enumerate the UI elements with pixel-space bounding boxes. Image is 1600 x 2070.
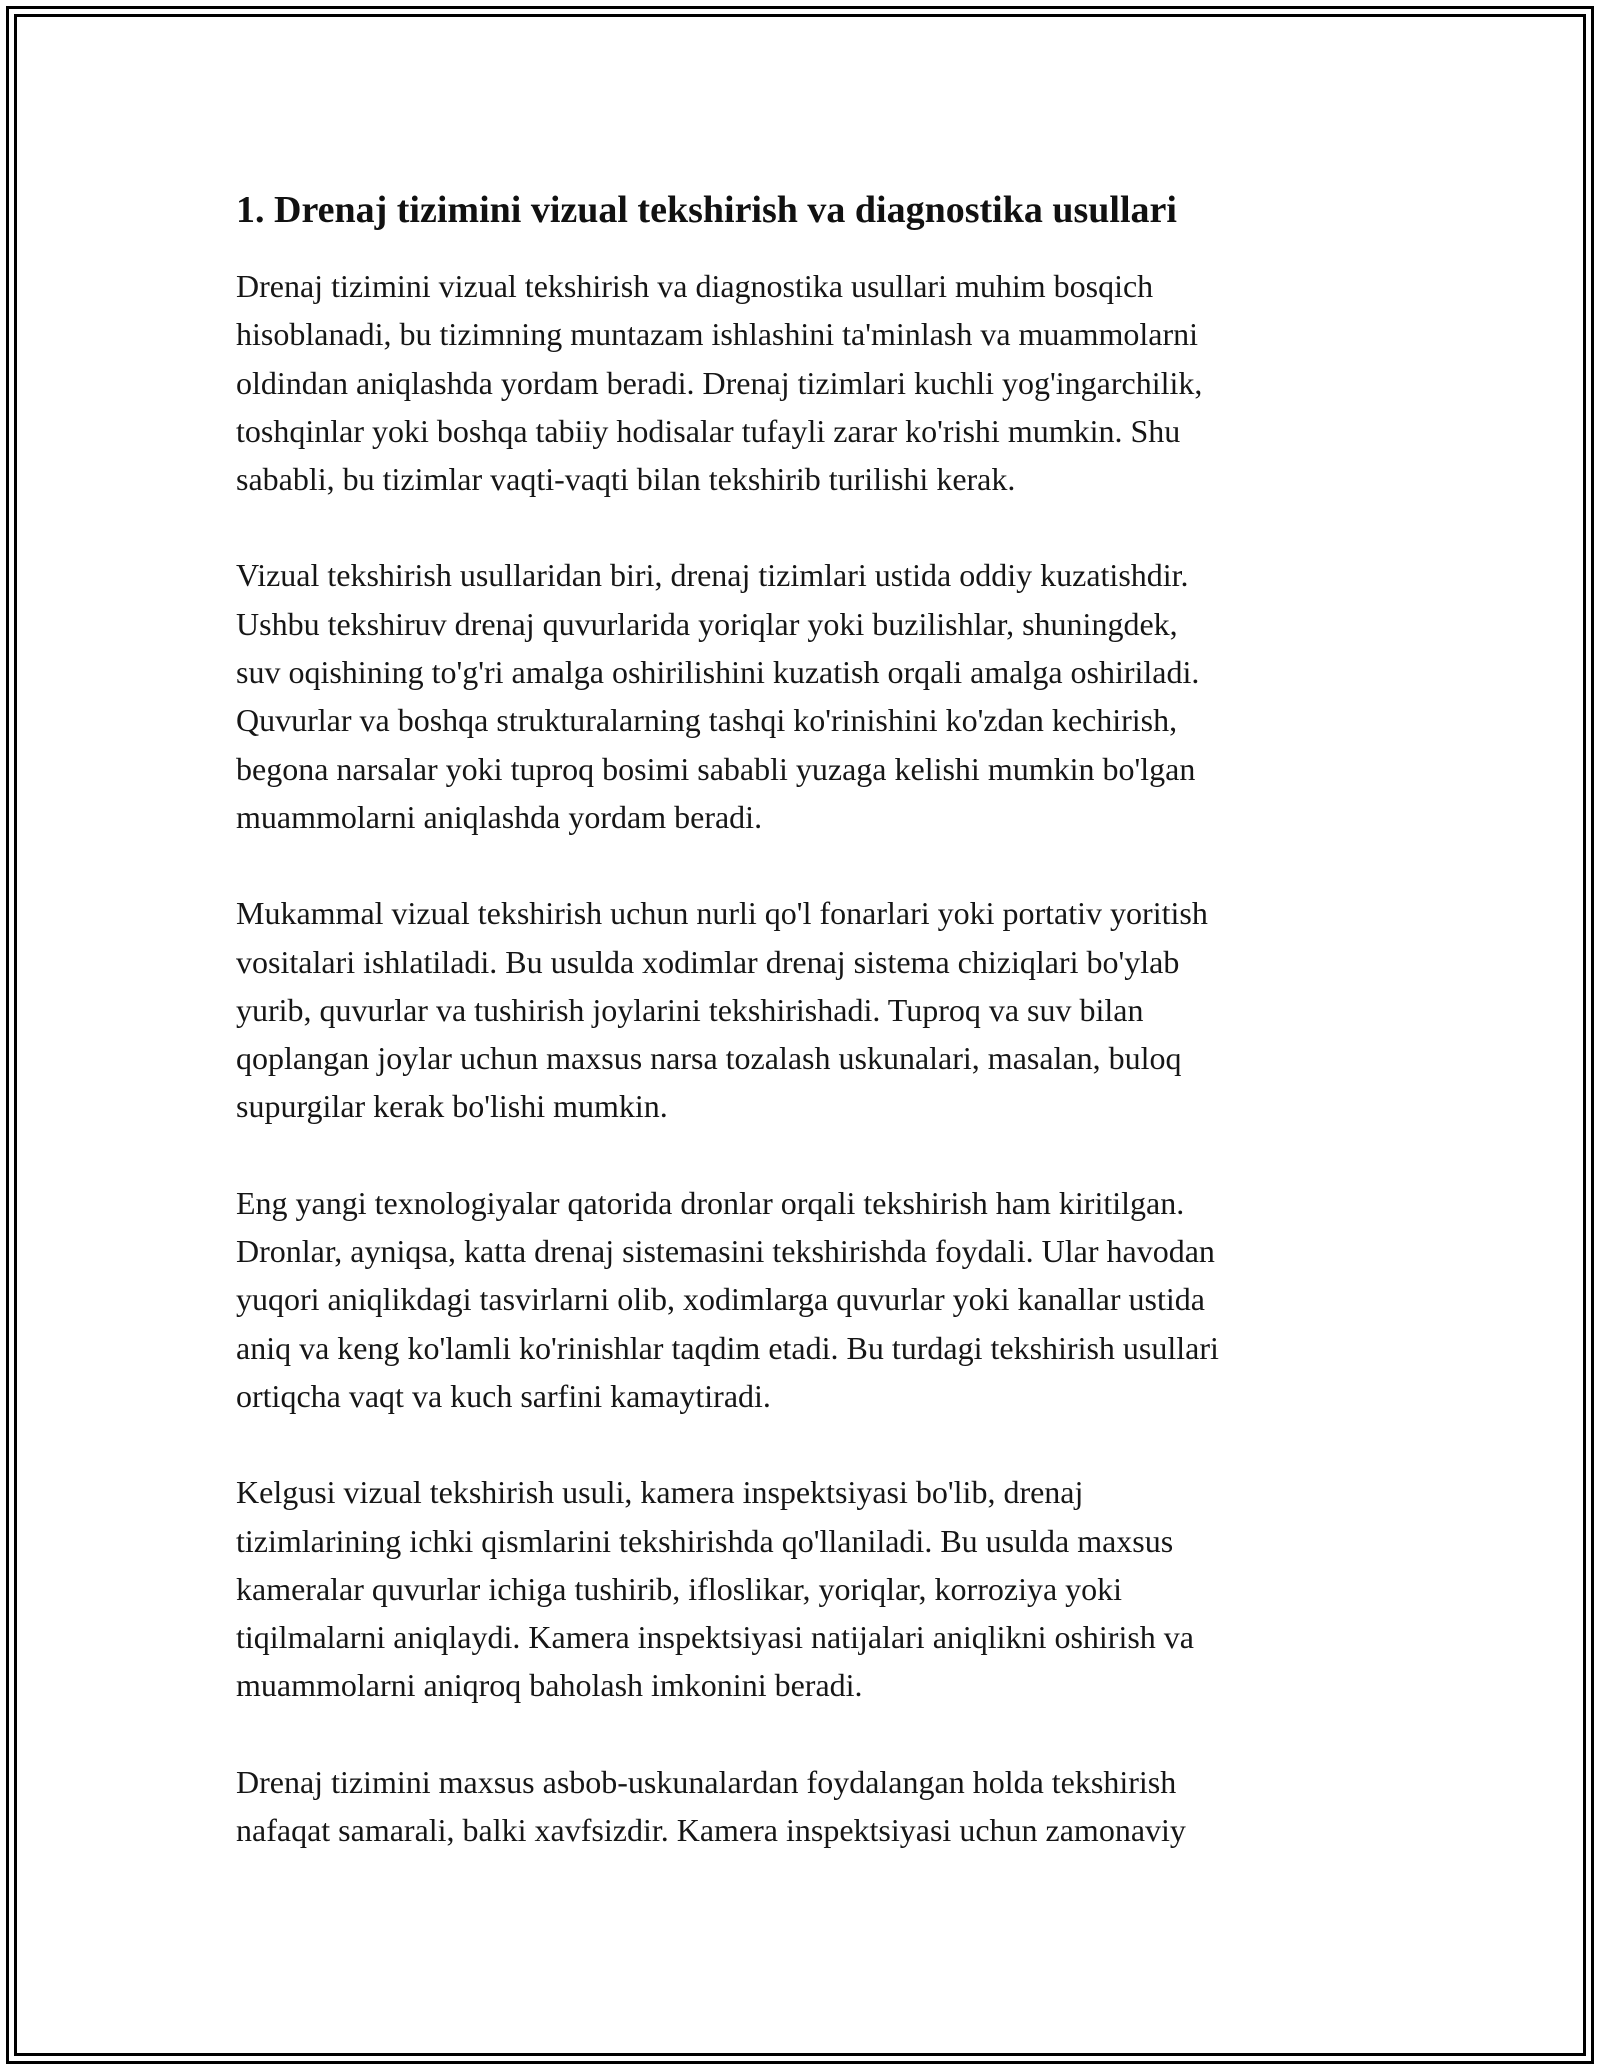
paragraph-line: nafaqat samarali, balki xavfsizdir. Kamera inspektsiyasi uchun zamonaviy — [236, 1812, 1186, 1849]
paragraph-line: kameralar quvurlar ichiga tushirib, ifloslikar, yoriqlar, korroziya yoki — [236, 1570, 1123, 1607]
paragraph-line: oldindan aniqlashda yordam beradi. Drenaj tizimlari kuchli yog'ingarchilik, — [236, 364, 1203, 401]
body-paragraph — [236, 1179, 1396, 1420]
document-body — [236, 186, 1396, 1902]
body-paragraph — [236, 262, 1396, 503]
paragraph-line: Quvurlar va boshqa strukturalarning tashqi ko'rinishini ko'zdan kechirish, — [236, 702, 1178, 739]
paragraph-line: Drenaj tizimini vizual tekshirish va diagnostika usullari muhim bosqich — [236, 268, 1154, 304]
paragraph-line: sababli, bu tizimlar vaqti-vaqti bilan tekshirib turilishi kerak. — [236, 461, 1016, 498]
paragraph-line: tiqilmalarni aniqlaydi. Kamera inspektsiyasi natijalari aniqlikni oshirish va — [236, 1619, 1194, 1656]
paragraph-line: Mukammal vizual tekshirish uchun nurli qo'l fonarlari yoki portativ yoritish — [236, 895, 1208, 932]
paragraph-line: begona narsalar yoki tuproq bosimi sababli yuzaga kelishi mumkin bo'lgan — [236, 750, 1196, 787]
paragraph-line: suv oqishining to'g'ri amalga oshirilishini kuzatish orqali amalga oshiriladi. — [236, 654, 1200, 691]
paragraph-line: muammolarni aniqlashda yordam beradi. — [236, 798, 763, 835]
body-paragraph — [236, 1468, 1396, 1709]
paragraph-line: muammolarni aniqroq baholash imkonini beradi. — [236, 1667, 863, 1704]
paragraph-line: Drenaj tizimini maxsus asbob-uskunalardan foydalangan holda tekshirish — [236, 1763, 1177, 1800]
paragraph-line: aniq va keng ko'lamli ko'rinishlar taqdim etadi. Bu turdagi tekshirish usullari — [236, 1329, 1219, 1366]
paragraph-line: qoplangan joylar uchun maxsus narsa tozalash uskunalari, masalan, buloq — [236, 1040, 1182, 1077]
paragraph-line: yuqori aniqlikdagi tasvirlarni olib, xodimlarga quvurlar yoki kanallar ustida — [236, 1281, 1205, 1318]
paragraph-line: Dronlar, ayniqsa, katta drenaj sistemasini tekshirishda foydali. Ular havodan — [236, 1233, 1215, 1270]
paragraph-line: Ushbu tekshiruv drenaj quvurlarida yoriqlar yoki buzilishlar, shuningdek, — [236, 605, 1178, 642]
paragraph-line: Kelgusi vizual tekshirish usuli, kamera inspektsiyasi bo'lib, drenaj — [236, 1474, 1084, 1511]
paragraph-line: Vizual tekshirish usullaridan biri, drenaj tizimlari ustida oddiy kuzatishdir. — [236, 557, 1189, 594]
body-paragraph — [236, 889, 1396, 1130]
paragraph-line: vositalari ishlatiladi. Bu usulda xodimlar drenaj sistema chiziqlari bo'ylab — [236, 943, 1180, 980]
paragraph-line: supurgilar kerak bo'lishi mumkin. — [236, 1088, 668, 1125]
paragraph-line: Eng yangi texnologiyalar qatorida dronlar orqali tekshirish ham kiritilgan. — [236, 1184, 1185, 1221]
body-paragraph — [236, 551, 1396, 841]
paragraph-line: tizimlarining ichki qismlarini tekshirishda qo'llaniladi. Bu usulda maxsus — [236, 1522, 1174, 1559]
section-heading: 1. Drenaj tizimini vizual tekshirish va diagnostika usullari — [236, 189, 1177, 231]
paragraph-line: ortiqcha vaqt va kuch sarfini kamaytiradi. — [236, 1377, 771, 1414]
paragraph-line: yurib, quvurlar va tushirish joylarini tekshirishadi. Tuproq va suv bilan — [236, 991, 1144, 1028]
paragraph-line: toshqinlar yoki boshqa tabiiy hodisalar tufayli zarar ko'rishi mumkin. Shu — [236, 412, 1181, 449]
body-paragraph — [236, 1758, 1396, 1855]
paragraph-list — [236, 262, 1396, 1854]
paragraph-line: hisoblanadi, bu tizimning muntazam ishlashini ta'minlash va muammolarni — [236, 316, 1199, 353]
